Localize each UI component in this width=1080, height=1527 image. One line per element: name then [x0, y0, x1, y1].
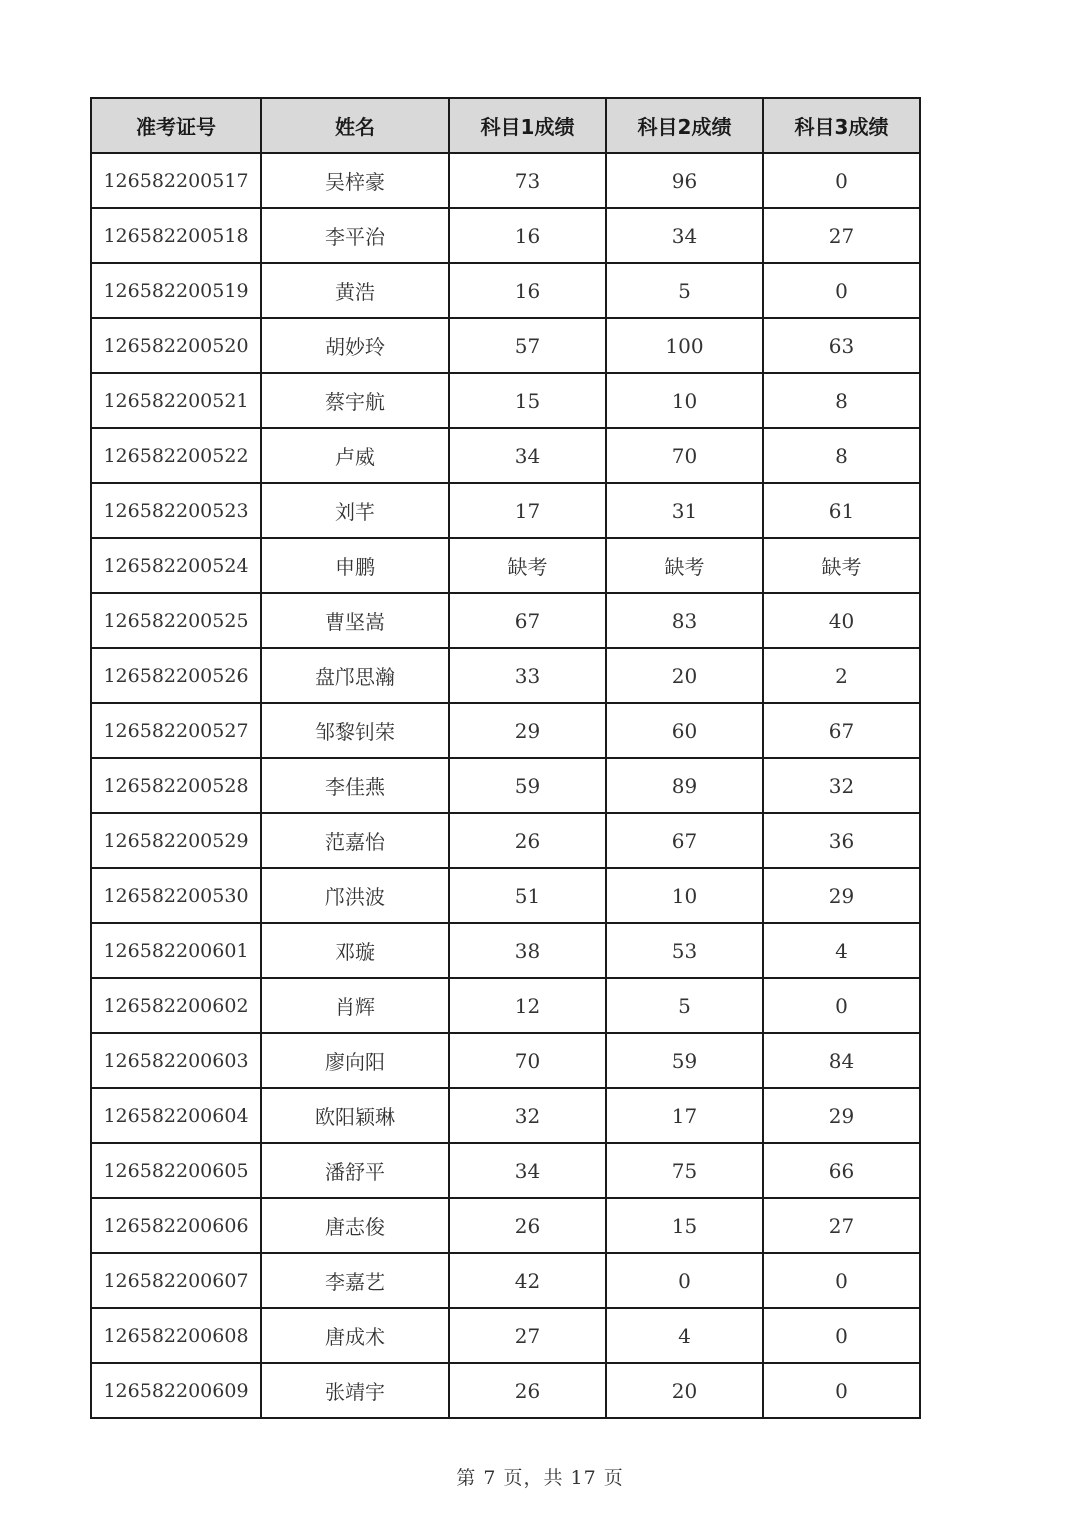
table-row: [91, 1088, 920, 1143]
table-row: [91, 758, 920, 813]
exam-id-cell: 126582200603: [91, 1033, 261, 1088]
subject1-score-cell: 51: [449, 868, 606, 923]
subject2-score-cell: 5: [606, 978, 763, 1033]
table-row: [91, 318, 920, 373]
subject1-score-cell: 73: [449, 153, 606, 208]
subject1-score-cell: 缺考: [449, 538, 606, 593]
subject3-score-cell: 61: [763, 483, 920, 538]
subject2-score-cell: 20: [606, 648, 763, 703]
exam-id-cell: 126582200602: [91, 978, 261, 1033]
name-cell: 盘邝思瀚: [261, 648, 449, 703]
subject2-score-cell: 10: [606, 373, 763, 428]
subject1-score-cell: 34: [449, 428, 606, 483]
subject1-score-cell: 34: [449, 1143, 606, 1198]
table-row: [91, 428, 920, 483]
subject2-score-cell: 20: [606, 1363, 763, 1418]
header-subject2-score: 科目2成绩: [606, 98, 763, 153]
subject3-score-cell: 8: [763, 428, 920, 483]
subject3-score-cell: 66: [763, 1143, 920, 1198]
name-cell: 卢威: [261, 428, 449, 483]
name-cell: 潘舒平: [261, 1143, 449, 1198]
subject1-score-cell: 59: [449, 758, 606, 813]
subject1-score-cell: 26: [449, 1363, 606, 1418]
exam-id-cell: 126582200601: [91, 923, 261, 978]
subject1-score-cell: 15: [449, 373, 606, 428]
subject1-score-cell: 26: [449, 1198, 606, 1253]
exam-id-cell: 126582200526: [91, 648, 261, 703]
exam-id-cell: 126582200527: [91, 703, 261, 758]
exam-id-cell: 126582200523: [91, 483, 261, 538]
subject2-score-cell: 60: [606, 703, 763, 758]
subject2-score-cell: 缺考: [606, 538, 763, 593]
subject2-score-cell: 100: [606, 318, 763, 373]
subject1-score-cell: 27: [449, 1308, 606, 1363]
name-cell: 肖辉: [261, 978, 449, 1033]
table-row: [91, 868, 920, 923]
name-cell: 李佳燕: [261, 758, 449, 813]
name-cell: 邹黎钊荣: [261, 703, 449, 758]
subject2-score-cell: 5: [606, 263, 763, 318]
subject3-score-cell: 29: [763, 1088, 920, 1143]
name-cell: 张靖宇: [261, 1363, 449, 1418]
table-row: [91, 373, 920, 428]
subject3-score-cell: 2: [763, 648, 920, 703]
exam-id-cell: 126582200524: [91, 538, 261, 593]
exam-id-cell: 126582200608: [91, 1308, 261, 1363]
subject3-score-cell: 0: [763, 978, 920, 1033]
table-row: [91, 978, 920, 1033]
exam-id-cell: 126582200606: [91, 1198, 261, 1253]
table-row: [91, 1143, 920, 1198]
name-cell: 廖向阳: [261, 1033, 449, 1088]
subject1-score-cell: 67: [449, 593, 606, 648]
table-row: [91, 813, 920, 868]
subject3-score-cell: 缺考: [763, 538, 920, 593]
subject1-score-cell: 57: [449, 318, 606, 373]
name-cell: 申鹏: [261, 538, 449, 593]
subject3-score-cell: 40: [763, 593, 920, 648]
header-subject3-score: 科目3成绩: [763, 98, 920, 153]
exam-id-cell: 126582200604: [91, 1088, 261, 1143]
name-cell: 吴梓豪: [261, 153, 449, 208]
subject1-score-cell: 42: [449, 1253, 606, 1308]
table-row: [91, 703, 920, 758]
subject2-score-cell: 15: [606, 1198, 763, 1253]
name-cell: 范嘉怡: [261, 813, 449, 868]
name-cell: 蔡宇航: [261, 373, 449, 428]
table-row: [91, 1308, 920, 1363]
subject1-score-cell: 33: [449, 648, 606, 703]
subject3-score-cell: 32: [763, 758, 920, 813]
exam-id-cell: 126582200530: [91, 868, 261, 923]
table-row: [91, 263, 920, 318]
exam-id-cell: 126582200522: [91, 428, 261, 483]
table-header-row: [91, 98, 920, 153]
subject3-score-cell: 8: [763, 373, 920, 428]
subject1-score-cell: 26: [449, 813, 606, 868]
exam-id-cell: 126582200525: [91, 593, 261, 648]
table-row: [91, 538, 920, 593]
name-cell: 唐成术: [261, 1308, 449, 1363]
exam-id-cell: 126582200520: [91, 318, 261, 373]
subject3-score-cell: 4: [763, 923, 920, 978]
subject2-score-cell: 0: [606, 1253, 763, 1308]
exam-id-cell: 126582200528: [91, 758, 261, 813]
exam-id-cell: 126582200517: [91, 153, 261, 208]
subject2-score-cell: 4: [606, 1308, 763, 1363]
subject2-score-cell: 59: [606, 1033, 763, 1088]
subject3-score-cell: 0: [763, 1363, 920, 1418]
table-row: [91, 923, 920, 978]
subject3-score-cell: 29: [763, 868, 920, 923]
header-exam-id: 准考证号: [91, 98, 261, 153]
score-table: [90, 97, 921, 1419]
subject2-score-cell: 96: [606, 153, 763, 208]
subject2-score-cell: 67: [606, 813, 763, 868]
table-row: [91, 1363, 920, 1418]
subject2-score-cell: 83: [606, 593, 763, 648]
subject2-score-cell: 53: [606, 923, 763, 978]
name-cell: 欧阳颖琳: [261, 1088, 449, 1143]
exam-id-cell: 126582200529: [91, 813, 261, 868]
name-cell: 邝洪波: [261, 868, 449, 923]
subject2-score-cell: 31: [606, 483, 763, 538]
table-row: [91, 648, 920, 703]
table-row: [91, 1253, 920, 1308]
subject2-score-cell: 17: [606, 1088, 763, 1143]
name-cell: 唐志俊: [261, 1198, 449, 1253]
table-body: [91, 153, 920, 1418]
name-cell: 胡妙玲: [261, 318, 449, 373]
subject1-score-cell: 16: [449, 263, 606, 318]
subject3-score-cell: 36: [763, 813, 920, 868]
name-cell: 刘芊: [261, 483, 449, 538]
subject3-score-cell: 0: [763, 153, 920, 208]
name-cell: 李平治: [261, 208, 449, 263]
subject2-score-cell: 10: [606, 868, 763, 923]
name-cell: 黄浩: [261, 263, 449, 318]
subject3-score-cell: 27: [763, 1198, 920, 1253]
subject2-score-cell: 89: [606, 758, 763, 813]
exam-id-cell: 126582200521: [91, 373, 261, 428]
exam-id-cell: 126582200605: [91, 1143, 261, 1198]
exam-id-cell: 126582200607: [91, 1253, 261, 1308]
subject3-score-cell: 27: [763, 208, 920, 263]
name-cell: 李嘉艺: [261, 1253, 449, 1308]
subject3-score-cell: 0: [763, 1253, 920, 1308]
page-number: 第 7 页，共 17 页: [456, 1467, 624, 1489]
subject2-score-cell: 34: [606, 208, 763, 263]
table-row: [91, 153, 920, 208]
subject3-score-cell: 0: [763, 263, 920, 318]
subject1-score-cell: 32: [449, 1088, 606, 1143]
table-row: [91, 593, 920, 648]
header-subject1-score: 科目1成绩: [449, 98, 606, 153]
subject3-score-cell: 63: [763, 318, 920, 373]
exam-id-cell: 126582200519: [91, 263, 261, 318]
subject1-score-cell: 16: [449, 208, 606, 263]
table-row: [91, 1198, 920, 1253]
subject3-score-cell: 84: [763, 1033, 920, 1088]
name-cell: 邓璇: [261, 923, 449, 978]
subject3-score-cell: 0: [763, 1308, 920, 1363]
subject2-score-cell: 70: [606, 428, 763, 483]
subject1-score-cell: 12: [449, 978, 606, 1033]
exam-id-cell: 126582200518: [91, 208, 261, 263]
name-cell: 曹坚嵩: [261, 593, 449, 648]
table-row: [91, 208, 920, 263]
exam-id-cell: 126582200609: [91, 1363, 261, 1418]
subject1-score-cell: 29: [449, 703, 606, 758]
subject1-score-cell: 70: [449, 1033, 606, 1088]
subject1-score-cell: 38: [449, 923, 606, 978]
subject1-score-cell: 17: [449, 483, 606, 538]
header-name: 姓名: [261, 98, 449, 153]
subject3-score-cell: 67: [763, 703, 920, 758]
table-row: [91, 483, 920, 538]
subject2-score-cell: 75: [606, 1143, 763, 1198]
table-row: [91, 1033, 920, 1088]
